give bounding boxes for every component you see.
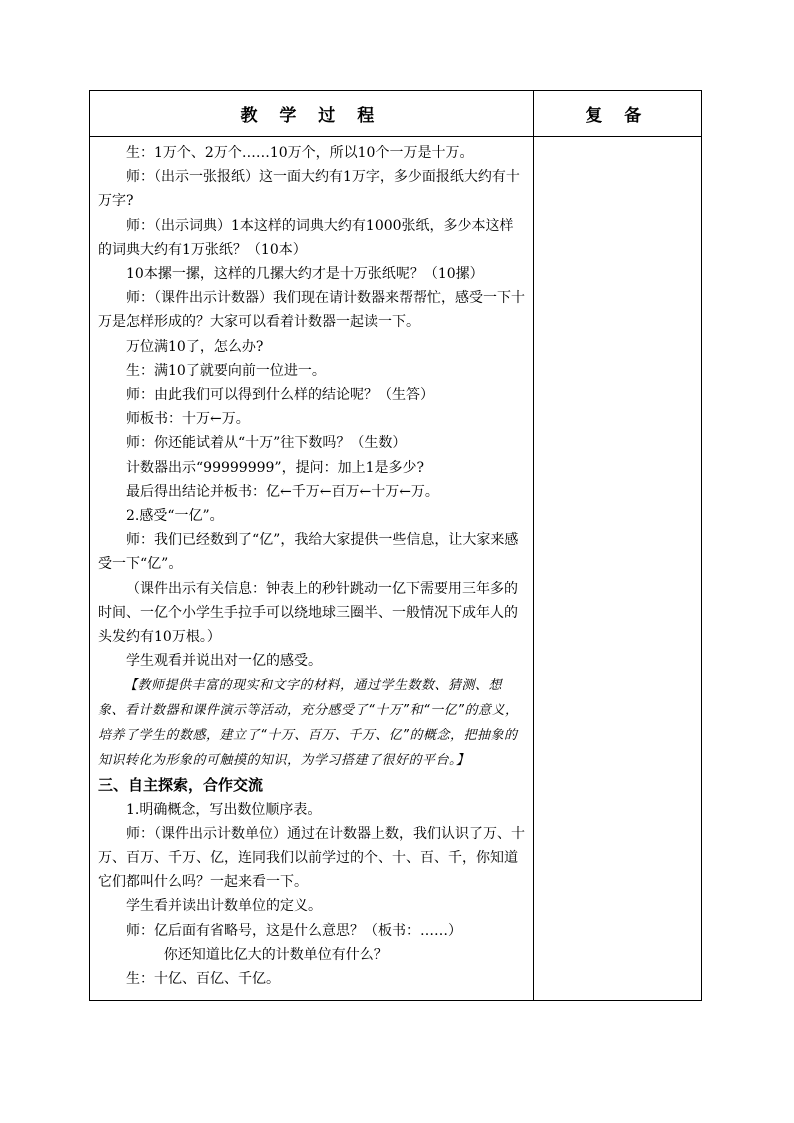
paragraph: 学生观看并说出对一亿的感受。: [126, 653, 322, 670]
paragraph: 师板书：十万←万。: [126, 411, 250, 428]
paragraph: 2.感受“一亿”。: [126, 508, 224, 525]
paragraph: 师：（课件出示计数单位）通过在计数器上数，我们认识了万、十万、百万、千万、亿，连同我们以前学过的个、十、百、千，你知道它们都叫什么吗？一起来看一下。: [98, 825, 525, 891]
paragraph: 师：你还能试着从“十万”往下数吗？（生数）: [126, 435, 407, 452]
table-header-row: [90, 91, 702, 137]
section-title: 三、自主探索，合作交流: [98, 776, 264, 795]
paragraph: 师：（出示词典）1本这样的词典大约有1000张纸，多少本这样的词典大约有1万张纸？（10本）: [98, 217, 514, 258]
paragraph: 师：我们已经数到了“亿”，我给大家提供一些信息，让大家来感受一下“亿”。: [98, 532, 519, 573]
teaching-process-cell: [90, 137, 534, 1001]
paragraph: （课件出示有关信息：钟表上的秒针跳动一亿下需要用三年多的时间、一亿个小学生手拉手可以绕地球三圈半、一般情况下成年人的头发约有10万根。）: [98, 580, 518, 646]
paragraph: 师：（出示一张报纸）这一面大约有1万字，多少面报纸大约有十万字?: [98, 169, 520, 210]
paragraph: 计数器出示“99999999”，提问：加上1是多少?: [126, 459, 424, 476]
paragraph: 1.明确概念，写出数位顺序表。: [126, 801, 322, 818]
paragraph: 师：（课件出示计数器）我们现在请计数器来帮帮忙，感受一下十万是怎样形成的？大家可以看着计数器一起读一下。: [98, 290, 525, 331]
paragraph: 10本摞一摞，这样的几摞大约才是十万张纸呢？（10摞）: [126, 266, 484, 283]
paragraph: 学生看并读出计数单位的定义。: [126, 898, 322, 915]
paragraph: 师：亿后面有省略号，这是什么意思？（板书：……）: [126, 922, 462, 939]
paragraph: 师：由此我们可以得到什么样的结论呢？（生答）: [126, 387, 434, 404]
paragraph: 最后得出结论并板书：亿←千万←百万←十万←万。: [126, 483, 439, 500]
teaching-process-content: [90, 137, 533, 991]
teacher-note: 【教师提供丰富的现实和文字的材料，通过学生数数、猜测、想象、看计数器和课件演示等活动，充分感受了“十万”和“一亿”的意义，培养了学生的数感，建立了“十万、百万、千万、亿”的概念，把抽象的知识转化为形象的可触摸的知识，为学习搭建了很好的平台。】: [98, 678, 519, 769]
table-body-row: [90, 137, 702, 1001]
lesson-plan-table: [89, 90, 702, 1001]
paragraph: 生：十亿、百亿、千亿。: [126, 971, 280, 988]
paragraph: 生：1万个、2万个……10万个，所以10个一万是十万。: [126, 145, 474, 161]
teaching-process-header: 教 学 过 程: [90, 91, 534, 137]
review-prep-cell: [533, 137, 701, 1001]
paragraph: 生：满10了就要向前一位进一。: [126, 362, 326, 379]
paragraph-indented: 你还知道比亿大的计数单位有什么？: [163, 946, 388, 963]
paragraph: 万位满10了，怎么办?: [126, 338, 264, 355]
review-prep-header: 复 备: [533, 91, 701, 137]
